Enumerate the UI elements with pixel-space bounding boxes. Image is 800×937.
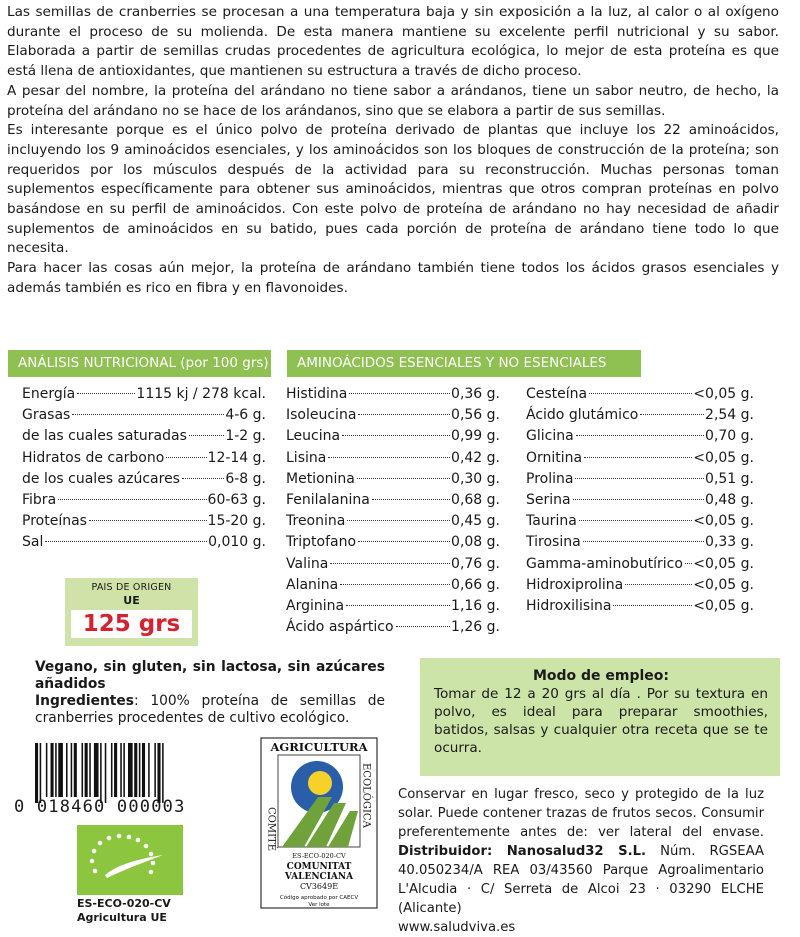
dot-leader	[576, 435, 704, 436]
dot-leader	[346, 605, 450, 606]
amino-label: Alanina	[286, 576, 339, 593]
amino-value: 0,70 g.	[705, 428, 754, 445]
amino-row	[286, 450, 500, 471]
amino-value: 1,16 g.	[451, 597, 500, 614]
seal-left-text: COMITÉ	[265, 807, 277, 852]
amino-row	[526, 386, 754, 407]
dot-leader	[579, 520, 693, 521]
dot-leader	[189, 435, 224, 436]
amino-row	[286, 471, 500, 492]
amino-row	[286, 407, 500, 428]
distributor-label: Distribuidor: Nanosalud32 S.L.	[398, 844, 647, 859]
amino-row	[286, 577, 500, 598]
amino-label: Isoleucina	[286, 407, 357, 424]
dot-leader	[45, 541, 207, 542]
amino-header: AMINOÁCIDOS ESENCIALES Y NO ESENCIALES	[287, 350, 641, 377]
nutrition-label: Sal	[22, 534, 44, 551]
amino-row	[286, 386, 500, 407]
amino-table-col1	[286, 386, 500, 640]
nutrition-value: 12-14 g.	[207, 449, 266, 466]
dot-leader	[349, 393, 450, 394]
amino-label: Leucina	[286, 428, 341, 445]
dot-leader	[347, 520, 450, 521]
storage-distributor-text	[398, 785, 764, 937]
amino-row	[286, 492, 500, 513]
dot-leader	[575, 478, 704, 479]
nutrition-label: Energía	[22, 386, 76, 402]
eu-organic-logo-icon	[77, 825, 183, 895]
amino-value: 0,76 g.	[451, 555, 500, 572]
claims-block	[35, 659, 385, 727]
seal-right-text: ECOLÓGICA	[360, 763, 372, 828]
amino-row	[526, 598, 754, 619]
amino-label: Serina	[526, 491, 571, 508]
amino-row	[286, 619, 500, 640]
amino-row	[526, 492, 754, 513]
nutrition-label: Fibra	[22, 491, 57, 508]
dot-leader	[625, 584, 692, 585]
seal-note2: Ver lote	[308, 902, 330, 908]
amino-value: 0,99 g.	[451, 428, 500, 445]
amino-row	[526, 577, 754, 598]
amino-value: 1,26 g.	[451, 619, 500, 636]
nutrition-label: Hidratos de carbono	[22, 449, 165, 466]
amino-value: 0,68 g.	[451, 491, 500, 508]
nutrition-row	[22, 386, 266, 407]
amino-label: Ornitina	[526, 449, 583, 466]
amino-value: 0,45 g.	[451, 513, 500, 530]
amino-label: Hidroxiprolina	[526, 576, 624, 593]
nutrition-row	[22, 534, 266, 555]
amino-row	[286, 534, 500, 555]
eu-logo-code: ES-ECO-020-CV	[77, 897, 171, 910]
barcode-number: 0 018460 000003	[14, 797, 186, 817]
nutrition-header: ANÁLISIS NUTRICIONAL (por 100 grs)	[8, 350, 271, 377]
dietary-claims: Vegano, sin gluten, sin lactosa, sin azúcares añadidos	[35, 659, 385, 692]
amino-label: Hidroxilisina	[526, 597, 612, 614]
dot-leader	[358, 541, 450, 542]
amino-row	[526, 428, 754, 449]
dot-leader	[613, 605, 692, 606]
dot-leader	[583, 541, 704, 542]
amino-label: Ácido aspártico	[286, 619, 394, 636]
amino-row	[286, 556, 500, 577]
dot-leader	[58, 499, 206, 500]
storage-text: Conservar en lugar fresco, seco y protegido de la luz solar. Puede contener trazas de frutos secos. Consumir preferentemente antes de: ver lateral del envase.	[398, 787, 764, 840]
origin-badge	[65, 578, 198, 646]
amino-value: <0,05 g.	[693, 513, 754, 530]
dot-leader	[77, 393, 135, 394]
amino-label: Taurina	[526, 513, 577, 530]
nutrition-value: 4-6 g.	[225, 407, 266, 424]
dot-leader	[182, 478, 224, 479]
dot-leader	[358, 414, 450, 415]
eu-logo-text: Agricultura UE	[77, 911, 167, 924]
seal-note1: Código aprobado por CAECV	[279, 895, 359, 901]
amino-label: Lisina	[286, 449, 327, 466]
amino-row	[526, 513, 754, 534]
dot-leader	[72, 414, 224, 415]
caecv-seal-icon	[260, 737, 378, 909]
amino-value: 0,33 g.	[705, 534, 754, 551]
dot-leader	[589, 393, 692, 394]
amino-value: 0,56 g.	[451, 407, 500, 424]
amino-label: Triptofano	[286, 534, 357, 551]
usage-title: Modo de empleo:	[532, 668, 670, 684]
amino-label: Gamma-aminobutírico	[526, 555, 683, 572]
amino-value: 0,48 g.	[705, 491, 754, 508]
amino-value: <0,05 g.	[693, 555, 754, 572]
nutrition-value: 0,010 g.	[208, 534, 266, 551]
dot-leader	[166, 457, 206, 458]
nutrition-label: Grasas	[22, 407, 71, 424]
dot-leader	[685, 563, 692, 564]
ingredients-text: : 100% proteína de semillas de cranberries procedentes de cultivo ecológico.	[35, 693, 385, 726]
dot-leader	[328, 457, 450, 458]
origin-country: UE	[123, 594, 140, 607]
amino-label: Ácido glutámico	[526, 407, 639, 424]
barcode-icon	[35, 743, 235, 803]
dot-leader	[330, 563, 450, 564]
nutrition-label: de las cuales saturadas	[22, 428, 187, 445]
nutrition-value: 60-63 g.	[207, 491, 266, 508]
nutrition-row	[22, 428, 266, 449]
amino-value: 0,08 g.	[451, 534, 500, 551]
net-weight: 125 grs	[71, 610, 192, 638]
amino-label: Metionina	[286, 470, 355, 487]
amino-value: 0,42 g.	[451, 449, 500, 466]
amino-table-col2	[526, 386, 754, 619]
amino-value: <0,05 g.	[693, 449, 754, 466]
amino-value: 0,30 g.	[451, 470, 500, 487]
distributor-text: Núm. RGSEAA 40.050234/A REA 03/43560 Parque Agroalimentario L'Alcudia · C/ Serreta de Alcoi 23 · 03290 ELCHE (Alicante)	[398, 844, 764, 916]
origin-label: PAIS DE ORIGEN	[91, 582, 172, 593]
amino-value: 0,51 g.	[705, 470, 754, 487]
amino-value: <0,05 g.	[693, 597, 754, 614]
dot-leader	[372, 499, 450, 500]
dot-leader	[584, 457, 692, 458]
amino-row	[526, 534, 754, 555]
nutrition-row	[22, 513, 266, 534]
dot-leader	[640, 414, 704, 415]
amino-row	[526, 556, 754, 577]
amino-label: Cesteína	[526, 386, 588, 402]
nutrition-label: Proteínas	[22, 513, 87, 530]
amino-label: Treonina	[286, 513, 346, 530]
nutrition-value: 1115 kj / 278 kcal.	[136, 386, 266, 402]
amino-value: 0,66 g.	[451, 576, 500, 593]
dot-leader	[573, 499, 704, 500]
nutrition-value: 15-20 g.	[207, 513, 266, 530]
description-text	[7, 3, 779, 299]
amino-label: Fenilalanina	[286, 491, 370, 508]
amino-value: <0,05 g.	[693, 576, 754, 593]
amino-row	[526, 450, 754, 471]
amino-label: Arginina	[286, 597, 345, 614]
intro-paragraph-3: Es interesante porque es el único polvo de proteína derivado de plantas que incluye los 22 aminoácidos, incluyendo los 9 aminoácidos esenciales, y los aminoácidos son los bloques de construcción de la proteína; son requeridos por los músculos después de la actividad para su reconstrucción. Muchas personas toman suplementos específicamente para obtener sus aminoácidos, mientras que otros compran proteínas en polvo basándose en su perfil de aminoácidos. Con este polvo de proteína de arándano no hay necesidad de añadir suplementos de aminoácidos en su batido, pues cada porción de proteína de arándano tiene todo lo que necesita.	[7, 122, 779, 257]
dot-leader	[340, 584, 450, 585]
amino-label: Glicina	[526, 428, 574, 445]
nutrition-row	[22, 492, 266, 513]
intro-paragraph-2: A pesar del nombre, la proteína del arándano no tiene sabor a arándanos, tiene un sabor neutro, de hecho, la proteína del arándano no se hace de los arándanos, sino que se elabora a partir de sus semillas.	[7, 82, 779, 119]
nutrition-label: de los cuales azúcares	[22, 470, 180, 487]
amino-value: <0,05 g.	[693, 386, 754, 402]
amino-value: 2,54 g.	[705, 407, 754, 424]
dot-leader	[89, 520, 207, 521]
amino-row	[526, 407, 754, 428]
amino-label: Valina	[286, 555, 329, 572]
seal-line1: COMUNITAT	[286, 862, 352, 872]
usage-box	[420, 658, 780, 776]
amino-row	[286, 428, 500, 449]
seal-code: ES-ECO-020-CV	[292, 852, 346, 860]
intro-paragraph-4: Para hacer las cosas aún mejor, la proteína de arándano también tiene todos los ácidos grasos esenciales y además también es rico en fibra y en flavonoides.	[7, 260, 779, 296]
website: www.saludviva.es	[398, 920, 516, 935]
amino-value: 0,36 g.	[451, 386, 500, 402]
amino-row	[286, 598, 500, 619]
amino-row	[286, 513, 500, 534]
seal-top-text: AGRICULTURA	[270, 740, 368, 754]
eu-logo-caption	[77, 897, 171, 925]
nutrition-row	[22, 471, 266, 492]
amino-label: Histidina	[286, 386, 348, 402]
nutrition-row	[22, 407, 266, 428]
seal-line2: VALENCIANA	[284, 872, 354, 882]
amino-label: Tirosina	[526, 534, 581, 551]
dot-leader	[396, 626, 450, 627]
nutrition-table	[22, 386, 266, 556]
amino-row	[526, 471, 754, 492]
seal-line3: CV3649E	[299, 882, 339, 891]
amino-label: Prolina	[526, 470, 574, 487]
intro-paragraph-1: Las semillas de cranberries se procesan a una temperatura baja y sin exposición a la luz, al calor o al oxígeno durante el proceso de su molienda. De esta manera mantiene su excelente perfil nutricional y su sabor. Elaborada a partir de semillas crudas procedentes de agricultura ecológica, lo mejor de esta proteína es que está llena de antioxidantes, que mantienen su estructura a través de dicho proceso.	[7, 4, 779, 80]
nutrition-value: 6-8 g.	[225, 470, 266, 487]
dot-leader	[357, 478, 450, 479]
nutrition-row	[22, 450, 266, 471]
nutrition-value: 1-2 g.	[225, 428, 266, 445]
ingredients-label: Ingredientes	[35, 693, 134, 709]
dot-leader	[342, 435, 450, 436]
usage-text: Tomar de 12 a 20 grs al día . Por su textura en polvo, es ideal para preparar smoothies, batidos, salsas y cualquier otra receta que se te ocurra.	[434, 686, 768, 756]
